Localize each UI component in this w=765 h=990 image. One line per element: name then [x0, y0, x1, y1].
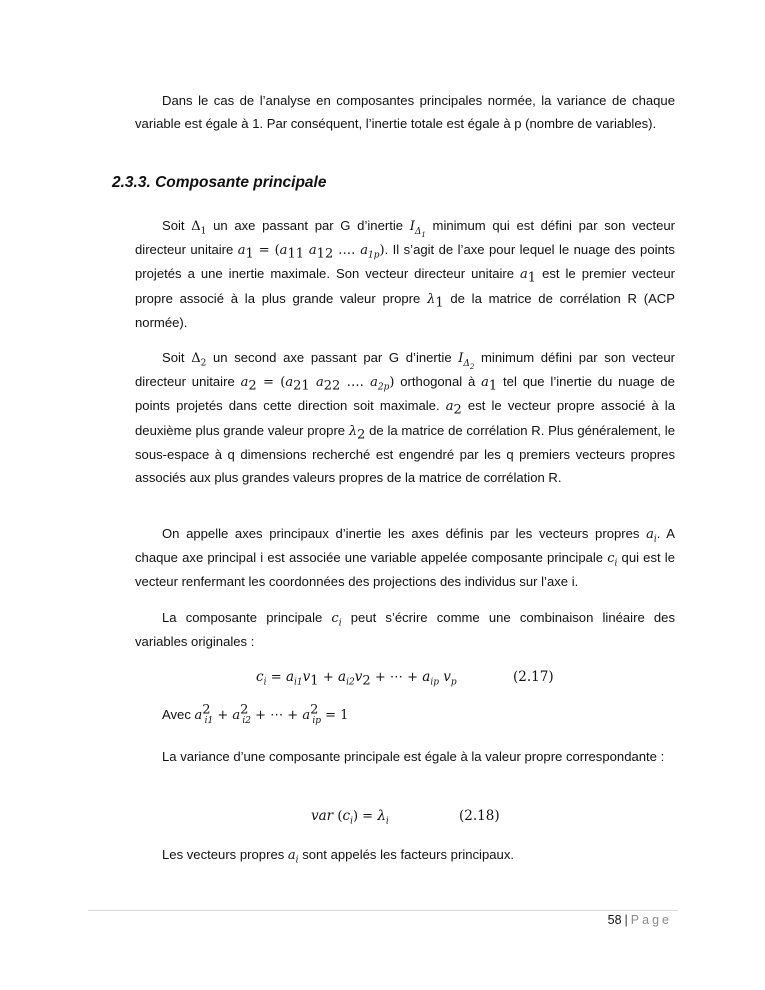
math-a2-vector: $a_2 = (a_{21}$ $a_{22}$ …. $a_{2p}$): [240, 375, 395, 394]
paragraph-first-axis: Soit $\Delta_1$ un axe passant par G d’inertie $I_{\Delta_1}$ minimum qui est défini par son vecteur directeur unitaire $a_1 = (a_{11}$ $a_{12}$ …. $a_{1p}$). Il s’agit de l’axe pour lequel le nuage des points projetés a une inertie maximale. Son vecteur directeur unitaire $a_1$ est le premier vecteur propre associé à la plus grande valeur propre $\lambda_1$ de la matrice de corrélation R (ACP normée).: [135, 218, 676, 330]
math-ai: $a_i$: [646, 527, 657, 545]
paragraph-linear-combination: La composante principale $c_i$ peut s’écrire comme une combinaison linéaire des variables originales :: [135, 610, 675, 650]
constraint-line: Avec $a^2_{i1} + a^2_{i2}$ + ⋯ + $a^2_{ip} = 1$: [162, 702, 349, 726]
paragraph-second-axis: Soit $\Delta_2$ un second axe passant par G d’inertie $I_{\Delta_2}$ minimum défini par son vecteur directeur unitaire $a_2 = (a_{21}$ $a_{22}$ …. $a_{2p}$) orthogonal à $a_1$ tel que l’inertie du nuage de points projetés dans cette direction soit maximale. $a_2$ est le vecteur propre associé à la deuxième plus grande valeur propre $\lambda_2$ de la matrice de corrélation R. Plus généralement, le sous-espace à q dimensions recherché est engendré par les q premiers vecteurs propres associés aux plus grandes valeurs propres de la matrice de corrélation R.: [135, 350, 676, 486]
math-delta-2: $\Delta_2$: [191, 351, 207, 369]
footer-divider: [88, 910, 678, 911]
paragraph-principal-factors: Les vecteurs propres $a_i$ sont appelés les facteurs principaux.: [162, 847, 515, 866]
equation-2-17: $c_i = a_{i1}v_1 + a_{i2}v_2$ + ⋯ + $a_{ip}$ $v_p$ (2.17): [256, 669, 554, 689]
page-word: Page: [630, 913, 672, 927]
paragraph-1-text: Dans le cas de l’analyse en composantes principales normée, la variance de chaque variable est égale à 1. Par conséquent, l’inertie totale est égale à p (nombre de variables).: [135, 93, 675, 132]
equation-number-2-18: (2.18): [459, 808, 500, 824]
math-a1: $a_1$: [520, 267, 537, 286]
paragraph-principal-axes: On appelle axes principaux d’inertie les axes définis par les vecteurs propres $a_i$. A chaque axe principal i est associée une variable appelée composante principale $c_i$ qui est le vecteur renfermant les coordonnées des projections des individus sur l’axe i.: [135, 526, 675, 590]
equation-2-18: var $(c_i) = \lambda_i$ (2.18): [311, 808, 500, 827]
paragraph-normed-pca-variance: [135, 89, 675, 135]
math-ci-2: $c_i$: [331, 611, 342, 629]
math-inertia-2: $I_{\Delta_2}$: [458, 351, 475, 371]
paragraph-variance: La variance d’une composante principale est égale à la valeur propre correspondante :: [162, 749, 665, 764]
section-heading: 2.3.3. Composante principale: [112, 174, 327, 191]
math-lambda-2: $\lambda_2$: [348, 423, 366, 443]
page-number: 58: [607, 913, 622, 927]
math-ci: $c_i$: [607, 551, 618, 569]
math-ai-2: $a_i$: [287, 848, 299, 866]
math-delta-1: $\Delta_1$: [191, 219, 207, 237]
math-inertia-1: $I_{\Delta_1}$: [409, 219, 426, 239]
math-normalization: $a^2_{i1} + a^2_{i2}$ + ⋯ + $a^2_{ip} = 1$: [194, 702, 349, 726]
math-a1-vector: $a_1 = (a_{11}$ $a_{12}$ …. $a_{1p}$): [237, 243, 385, 262]
equation-number-2-17: (2.17): [513, 669, 554, 685]
page-footer: [608, 913, 672, 927]
footer-separator: |: [624, 913, 628, 927]
math-a2: $a_2$: [445, 399, 462, 418]
math-lambda-1: $\lambda_1$: [427, 291, 444, 311]
math-a1-ref: $a_1$: [481, 375, 498, 394]
